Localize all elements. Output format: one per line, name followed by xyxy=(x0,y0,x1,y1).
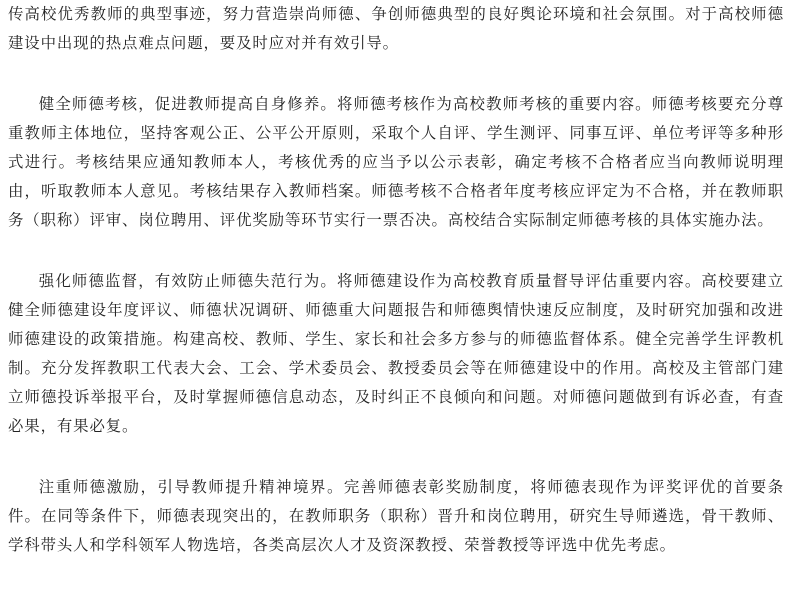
article-body xyxy=(8,0,784,560)
paragraph-publicity: 传高校优秀教师的典型事迹，努力营造崇尚师德、争创师德典型的良好舆论环境和社会氛围。对于高校师德建设中出现的热点难点问题，要及时应对并有效引导。 xyxy=(8,5,784,52)
paragraph-supervision: 强化师德监督，有效防止师德失范行为。将师德建设作为高校教育质量督导评估重要内容。高校要建立健全师德建设年度评议、师德状况调研、师德重大问题报告和师德舆情快速反应制度，及时研究加强和改进师德建设的政策措施。构建高校、教师、学生、家长和社会多方参与的师德监督体系。健全完善学生评教机制。充分发挥教职工代表大会、工会、学术委员会、教授委员会等在师德建设中的作用。高校及主管部门建立师德投诉举报平台，及时掌握师德信息动态，及时纠正不良倾向和问题。对师德问题做到有诉必查，有查必果，有果必复。 xyxy=(8,272,784,435)
paragraph-assessment: 健全师德考核，促进教师提高自身修养。将师德考核作为高校教师考核的重要内容。师德考核要充分尊重教师主体地位，坚持客观公正、公平公开原则，采取个人自评、学生测评、同事互评、单位考评等多种形式进行。考核结果应通知教师本人，考核优秀的应当予以公示表彰，确定考核不合格者应当向教师说明理由，听取教师本人意见。考核结果存入教师档案。师德考核不合格者年度考核应评定为不合格，并在教师职务（职称）评审、岗位聘用、评优奖励等环节实行一票否决。高校结合实际制定师德考核的具体实施办法。 xyxy=(8,95,784,229)
paragraph-incentive: 注重师德激励，引导教师提升精神境界。完善师德表彰奖励制度，将师德表现作为评奖评优的首要条件。在同等条件下，师德表现突出的，在教师职务（职称）晋升和岗位聘用，研究生导师遴选，骨干教师、学科带头人和学科领军人物选培，各类高层次人才及资深教授、荣誉教授等评选中优先考虑。 xyxy=(8,478,784,554)
